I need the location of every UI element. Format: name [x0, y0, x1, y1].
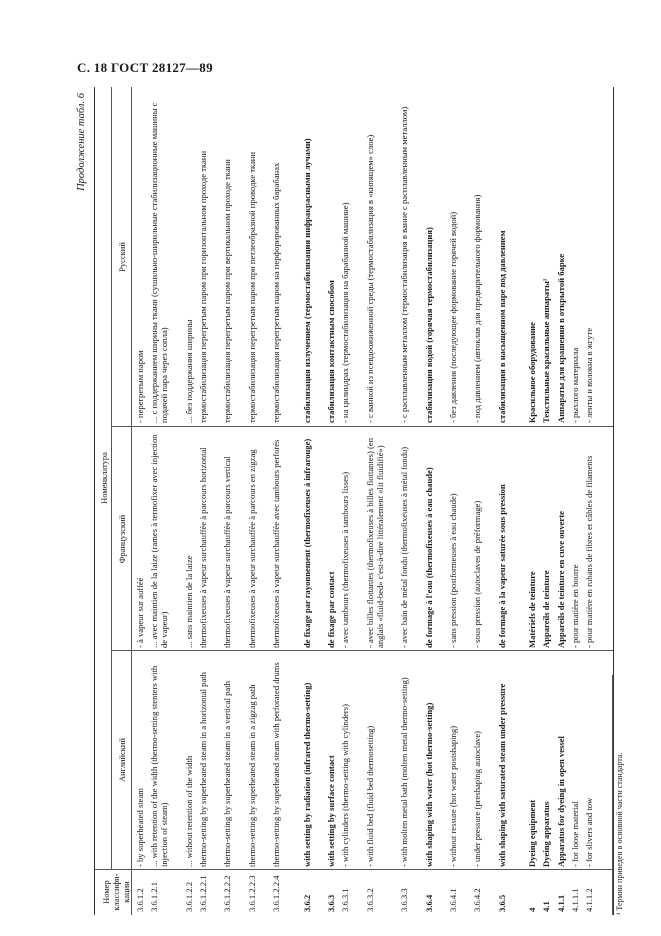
header-code: Номер классифи-кации: [101, 873, 131, 911]
cell-fr: de formage à la vapeur saturée sous pression: [496, 484, 507, 648]
cell-ru: ... с поддержанием ширины ткани (сушильно-ширильные стабилизационные машины с подачей пара через сопла): [149, 102, 170, 423]
cell-code: 3.6.3: [326, 894, 336, 912]
cell-code: 3.6.1.2.2.3: [246, 875, 257, 912]
col-divider-1: [95, 869, 613, 870]
cell-ru: - ленты и волокна в жгуте: [584, 327, 594, 423]
cell-ru: термостабилизация перегретым паром при петлеобразной проводке ткани: [246, 151, 257, 423]
cell-fr: - pour matière en rubans de fibres et câbles de filaments: [584, 455, 594, 648]
cell-code: 4.1.1.1: [569, 888, 580, 912]
cell-fr: Appareils de teinture: [541, 570, 552, 648]
cell-code: 4.1: [541, 901, 552, 912]
cell-code: 3.6.1.2: [135, 888, 145, 912]
cell-en: with setting by radiation (infrared thermo-setting): [301, 682, 312, 867]
cell-fr: - à vapeur sur aufféé: [135, 577, 145, 648]
header-french: Французский: [117, 514, 127, 564]
cell-code: 3.6.1.2.2.1: [198, 875, 208, 912]
cell-fr: - avec bain de métal fondu (thermofixeuses à métal fondu): [399, 446, 410, 648]
cell-fr: de fixage par contact: [326, 571, 336, 648]
page-header: С. 18 ГОСТ 28127—89: [77, 60, 213, 75]
cell-code: 3.6.2: [301, 894, 312, 912]
cell-en: thermo-setting by superheated steam in a horizontal path: [198, 672, 208, 867]
nomenclature-table: [94, 87, 614, 915]
cell-en: - with cylinders (thermo-setting with cylinders): [340, 703, 351, 867]
header-divider-bottom: [131, 87, 132, 915]
cell-fr: de fixage par rayonnement (thermofixeuses à infrarouge): [301, 438, 312, 648]
cell-en: - without ressure (hot water postshaping): [448, 725, 458, 867]
continuation-label: Продолжение табл. 6: [76, 93, 87, 191]
cell-fr: thermofixeuses à vapeur surchauffée à parcours en zigzag: [246, 449, 257, 648]
cell-fr: de formage à l'eau (thermofixeuses à eau chaude): [423, 467, 434, 648]
cell-ru: термостабилизация перегретым паром при вертикальном проходе ткани: [222, 159, 233, 423]
cell-en: - by superheated steam: [135, 788, 145, 867]
cell-fr: - pour matière en bourre: [569, 564, 580, 648]
cell-fr: ... avec maintien de la laize (rames à termofixer avec injection de vapeur): [149, 434, 170, 648]
cell-ru: стабилизация в насыщенном паре под давлением: [496, 230, 507, 423]
cell-code: 3.6.4.1: [448, 888, 458, 912]
cell-en: thermo-setting by superheated steam in a vertical path: [222, 681, 233, 867]
cell-en: - with fluid bed (fluid bed thermosetting): [364, 725, 375, 867]
footnote: ¹ Термин приведен в основной части стандарта.: [612, 675, 624, 915]
cell-fr: - avec billes flottantes (thermofixeuses à billes flottantes) (en anglais «fluid-bed» c'est-à-dire littéralement «lit fluidifié»): [364, 438, 385, 648]
cell-ru: - без давления (последующее формование горячей водой): [448, 211, 458, 423]
cell-code: 3.6.1.2.2.2: [222, 875, 233, 912]
cell-code: 3.6.3.3: [399, 888, 410, 912]
cell-code: 3.6.3.1: [340, 888, 351, 912]
cell-fr: Appareils de teinture en cuve ouverte: [555, 511, 566, 648]
cell-ru: стабилизация излучением (термостабилизация инфракрасными лучами): [301, 138, 312, 423]
cell-en: ... with retention of the width (thermo-setting stenters with injection of steam): [149, 665, 170, 867]
cell-fr: thermofixeuses à vapeur surchauffée à parcours horizontal: [198, 447, 208, 648]
cell-ru: - рыхлого материала: [569, 347, 580, 423]
cell-ru: - под давлением (автоклав для предварительного формования): [472, 194, 483, 423]
cell-fr: - avec tambours (thermofixeuses à tambours lisses): [340, 471, 351, 648]
cell-ru: - на цилиндрах (термостабилизация на барабанной машине): [340, 202, 351, 423]
cell-code: 3.6.4.2: [472, 888, 483, 912]
cell-en: with setting by surface contact: [326, 755, 336, 867]
cell-code: 4.1.1: [555, 894, 566, 912]
cell-en: ... without retention of the width: [183, 755, 194, 867]
cell-fr: ... sans maintien de la laize: [183, 555, 194, 648]
cell-en: - for slivers and tow: [584, 797, 594, 867]
cell-ru: Текстильные красильные аппараты¹: [541, 278, 552, 423]
cell-code: 3.6.3.2: [364, 888, 375, 912]
cell-code: 4: [527, 907, 538, 912]
cell-fr: Matériels de teinture: [527, 571, 538, 648]
cell-ru: Красильное оборудование: [527, 322, 538, 423]
cell-code: 3.6.1.2.1: [149, 881, 160, 912]
cell-en: thermo-setting by superheated steam in a zigzag path: [246, 684, 257, 867]
header-russian: Русский: [117, 242, 127, 272]
cell-en: Dyeing equipment: [527, 799, 538, 867]
header-divider-top: [111, 87, 112, 869]
cell-en: - under pressure (preshaping autoclave): [472, 730, 483, 867]
cell-en: with shaping with water (hot thermo-setting): [423, 702, 434, 867]
cell-fr: thermofixeuses à vapeur surchauffée à parcours vertical: [222, 456, 233, 648]
cell-code: 4.1.1.2: [584, 888, 594, 912]
header-english: Английский: [117, 737, 127, 783]
cell-code: 3.6.4: [423, 894, 434, 912]
cell-ru: термостабилизация перегретым паром при горизонтальном проходе ткани: [198, 150, 208, 423]
cell-en: with shaping with saturated steam under pressure: [496, 683, 507, 867]
cell-ru: - с расплавленным металлом (термостабилизация в ванне с расплавленным металлом): [399, 106, 410, 423]
header-nomenclature: Номенклатура: [99, 452, 109, 504]
cell-fr: - sans pression (postformeuses à eau chaude): [448, 493, 458, 648]
cell-ru: - перегретым паром: [135, 350, 145, 423]
cell-ru: ... без поддержания ширины: [183, 319, 194, 423]
cell-en: Dyeing apparatus: [541, 801, 552, 867]
cell-code: 3.6.1.2.2: [183, 881, 194, 912]
col-divider-2: [112, 650, 613, 651]
cell-ru: стабилизация контактным способом: [326, 280, 336, 423]
cell-code: 3.6.5: [496, 894, 507, 912]
cell-ru: стабилизация водой (горячая термостабилизация): [423, 227, 434, 423]
cell-code: 3.6.1.2.2.4: [271, 875, 282, 912]
cell-en: Apparatus for dyeing in open vessel: [555, 736, 566, 867]
cell-ru: - с ванной из псевдоожиженной среды (термостабилизация в «кипящем» слое): [364, 134, 375, 423]
cell-ru: Аппараты для крашения в открытой барке: [555, 253, 566, 423]
cell-ru: термостабилизация перегретым паром на перфорированных барабанах: [271, 162, 282, 423]
cell-en: thermo-setting by superheated steam with perforated drums: [271, 662, 282, 867]
cell-en: - with molten metal bath (molten metal thermo-setting): [399, 677, 410, 867]
rotated-table-sheet: [76, 87, 628, 915]
col-divider-3: [112, 426, 613, 427]
cell-fr: thermofixeuses à vapeur surchauffée avec tambours perforés: [271, 439, 282, 648]
cell-en: - for loose material: [569, 801, 580, 867]
cell-fr: - sous pression (autoclaves de préformage): [472, 500, 483, 648]
